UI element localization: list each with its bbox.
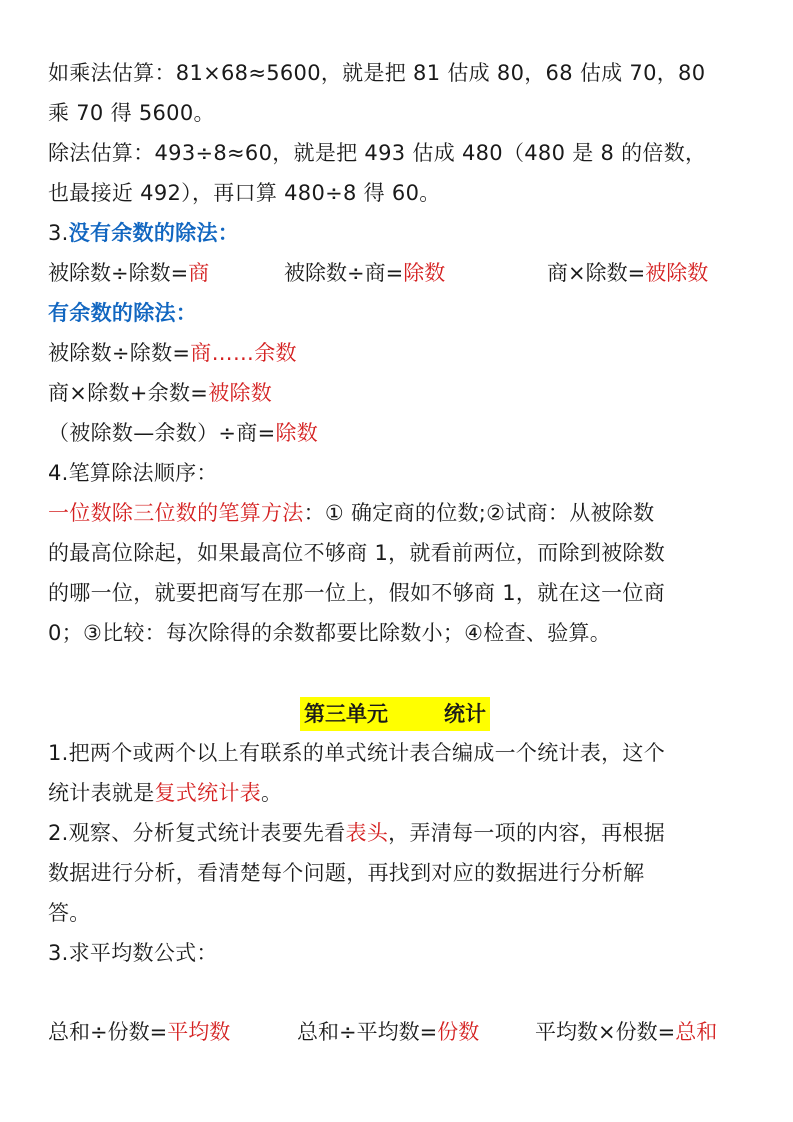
estimate-mult-line-1: 如乘法估算：81×68≈5600，就是把 81 估成 80，68 估成 70，80 — [48, 61, 706, 85]
estimate-mult-line-2: 乘 70 得 5600。 — [48, 101, 215, 125]
unit-point-1-line-1: 1.把两个或两个以上有联系的单式统计表合编成一个统计表，这个 — [48, 741, 666, 765]
written-division-line-2: 的最高位除起，如果最高位不够商 1，就看前两位，而除到被除数 — [48, 541, 666, 565]
written-division-line-4: 0；③比较：每次除得的余数都要比除数小；④检查、验算。 — [48, 621, 612, 645]
unit-point-2-line-2: 数据进行分析，看清楚每个问题，再找到对应的数据进行分析解 — [48, 861, 645, 885]
formula-rem-2: 商×除数+余数=被除数 — [48, 381, 273, 405]
no-remainder-heading — [48, 218, 239, 248]
formula-no-rem-2: 被除数÷商=除数 — [284, 261, 446, 285]
remainder-heading: 有余数的除法： — [48, 301, 198, 325]
section-heading: 没有余数的除法： — [68, 221, 240, 245]
formula-rem-1: 被除数÷除数=商……余数 — [48, 341, 297, 365]
written-division-line-1: 一位数除三位数的笔算方法：① 确定商的位数;②试商：从被除数 — [48, 501, 655, 525]
formula-no-rem-3: 商×除数=被除数 — [547, 261, 709, 285]
estimate-div-line-1: 除法估算：493÷8≈60，就是把 493 估成 480（480 是 8 的倍数， — [48, 141, 707, 165]
unit-point-2-line-1: 2.观察、分析复式统计表要先看表头，弄清每一项的内容，再根据 — [48, 821, 666, 845]
average-formula-heading: 3.求平均数公式： — [48, 941, 218, 965]
section-number: 3. — [48, 221, 69, 245]
formula-no-rem-1: 被除数÷除数=商 — [48, 261, 210, 285]
written-division-heading: 4.笔算除法顺序： — [48, 461, 218, 485]
unit-three-title: 第三单元 统计 — [300, 697, 490, 731]
average-formula-1: 总和÷份数=平均数 — [48, 1020, 231, 1044]
estimate-div-line-2: 也最接近 492），再口算 480÷8 得 60。 — [48, 181, 441, 205]
average-formula-2: 总和÷平均数=份数 — [297, 1020, 480, 1044]
unit-point-1-line-2: 统计表就是复式统计表。 — [48, 781, 283, 805]
average-formula-3: 平均数×份数=总和 — [535, 1020, 718, 1044]
unit-point-2-line-3: 答。 — [48, 901, 91, 925]
formula-rem-3: （被除数—余数）÷商=除数 — [48, 421, 319, 445]
written-division-line-3: 的哪一位，就要把商写在那一位上，假如不够商 1，就在这一位商 — [48, 581, 666, 605]
